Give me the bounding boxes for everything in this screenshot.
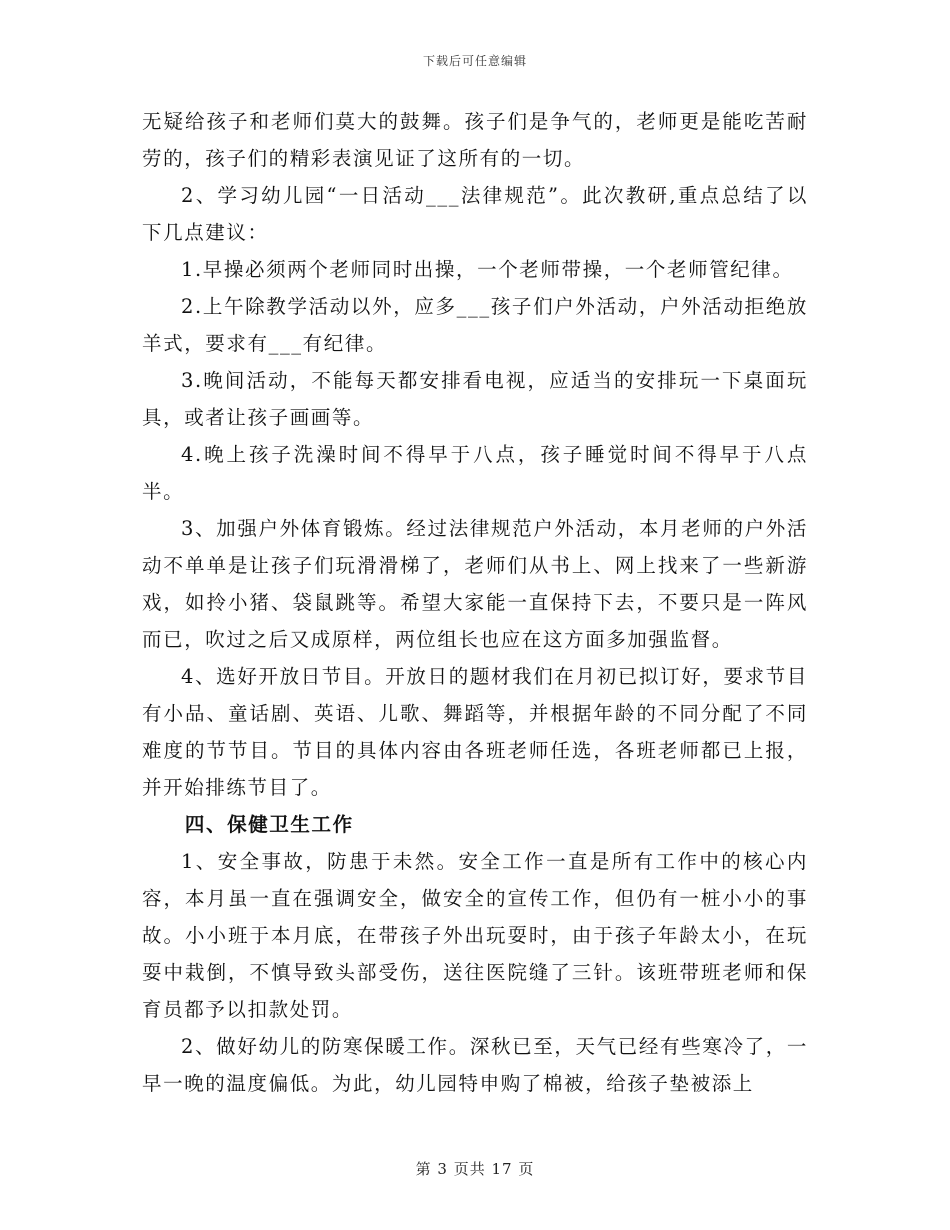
paragraph-item-2-regulations: 2、学习幼儿园“一日活动___法律规范”。此次教研,重点总结了以下几点建议： <box>142 184 808 244</box>
paragraph-item-3-outdoor: 3、加强户外体育锻炼。经过法律规范户外活动，本月老师的户外活动不单单是让孩子们玩滑滑梯了，老师们从书上、网上找来了一些新游戏，如拎小猪、袋鼠跳等。希望大家能一直保持下去，不要只是一阵风而已，吹过之后又成原样，两位组长也应在这方面多加强监督。 <box>142 517 808 651</box>
paragraph-suggestion-2: 2.上午除教学活动以外，应多___孩子们户外活动，户外活动拒绝放羊式，要求有___有纪律。 <box>142 295 808 355</box>
page-footer: 第 3 页共 17 页 <box>415 1160 535 1178</box>
section-heading-health: 四、保健卫生工作 <box>184 813 354 836</box>
page-header: 下载后可任意编辑 <box>422 54 527 68</box>
paragraph-suggestion-3: 3.晚间活动，不能每天都安排看电视，应适当的安排玩一下桌面玩具，或者让孩子画画等。 <box>142 369 808 429</box>
paragraph-suggestion-4: 4.晚上孩子洗澡时间不得早于八点，孩子睡觉时间不得早于八点半。 <box>142 443 808 503</box>
paragraph-item-4-open-day: 4、选好开放日节目。开放日的题材我们在月初已拟订好，要求节目有小品、童话剧、英语、儿歌、舞蹈等，并根据年龄的不同分配了不同难度的节节目。节目的具体内容由各班老师任选，各班老师都已上报，并开始排练节目了。 <box>142 665 808 799</box>
paragraph-warmth: 2、做好幼儿的防寒保暖工作。深秋已至，天气已经有些寒冷了，一早一晚的温度偏低。为此，幼儿园特申购了棉被，给孩子垫被添上 <box>142 1035 808 1095</box>
paragraph-safety: 1、安全事故，防患于未然。安全工作一直是所有工作中的核心内容，本月虽一直在强调安全，做安全的宣传工作，但仍有一桩小小的事故。小小班于本月底，在带孩子外出玩耍时，由于孩子年龄太小，在玩耍中栽倒，不慎导致头部受伤，送往医院缝了三针。该班带班老师和保育员都予以扣款处罚。 <box>142 850 808 1021</box>
paragraph-suggestion-1: 1.早操必须两个老师同时出操，一个老师带操，一个老师管纪律。 <box>181 258 794 281</box>
document-body <box>142 103 808 1102</box>
paragraph-continuation: 无疑给孩子和老师们莫大的鼓舞。孩子们是争气的，老师更是能吃苦耐劳的，孩子们的精彩表演见证了这所有的一切。 <box>142 110 808 170</box>
